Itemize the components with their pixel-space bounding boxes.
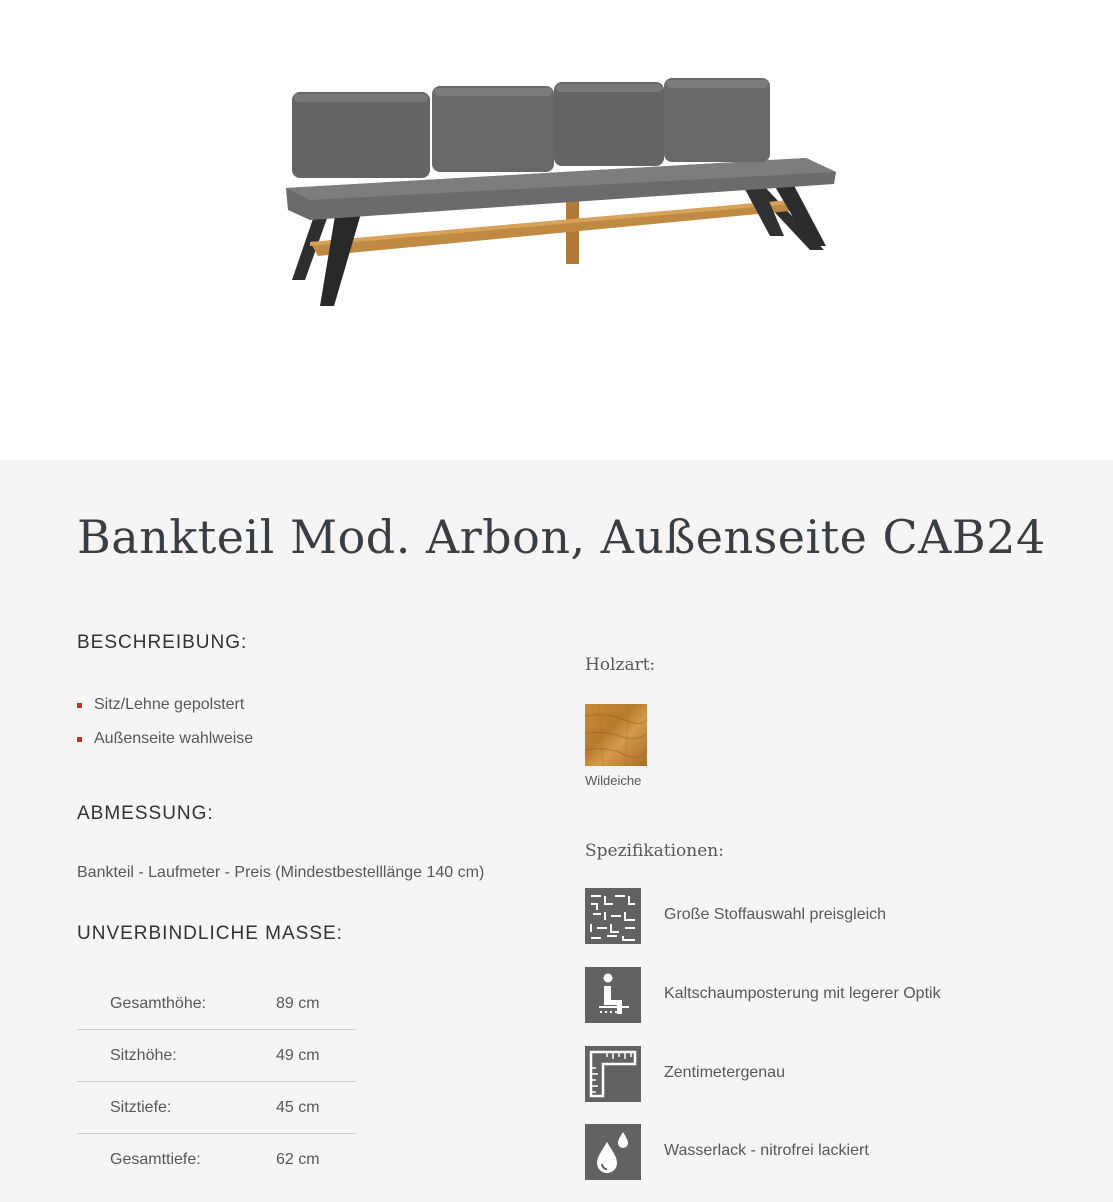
product-details-section (0, 460, 1113, 1202)
dimension-text: Bankteil - Laufmeter - Preis (Mindestbestelllänge 140 cm) (77, 864, 485, 881)
water-drop-icon (585, 1124, 641, 1180)
bench-product-image (270, 60, 850, 320)
wood-swatch-wildeiche[interactable] (585, 704, 647, 766)
spec-text: Wasserlack - nitrofrei lackiert (664, 1142, 869, 1159)
product-image-area (0, 0, 1113, 460)
list-item: Außenseite wahlweise (77, 727, 253, 761)
bullet-icon (77, 703, 82, 708)
ruler-corner-icon (585, 1046, 641, 1102)
list-item: Sitz/Lehne gepolstert (77, 693, 253, 727)
description-heading: BESCHREIBUNG: (77, 632, 248, 653)
dimension-heading: ABMESSUNG: (77, 803, 214, 824)
table-row: Sitzhöhe: 49 cm (77, 1030, 356, 1082)
product-title: Bankteil Mod. Arbon, Außenseite CAB24 (77, 510, 1046, 564)
description-list (77, 693, 253, 761)
table-row: Gesamthöhe: 89 cm (110, 994, 320, 1012)
seated-person-icon (585, 967, 641, 1023)
fabric-pattern-icon (585, 888, 641, 944)
wood-heading: Holzart: (585, 655, 656, 675)
measures-heading: UNVERBINDLICHE MASSE: (77, 923, 343, 944)
spec-text: Große Stoffauswahl preisgleich (664, 906, 887, 923)
specs-heading: Spezifikationen: (585, 841, 724, 861)
bullet-icon (77, 737, 82, 742)
wood-swatch-label: Wildeiche (585, 773, 642, 788)
spec-text: Kaltschaumposterung mit legerer Optik (664, 985, 941, 1002)
spec-text: Zentimetergenau (664, 1064, 785, 1081)
table-row: Sitztiefe: 45 cm (77, 1082, 356, 1134)
measures-table (77, 978, 356, 1185)
table-row: Gesamttiefe: 62 cm (77, 1134, 356, 1186)
